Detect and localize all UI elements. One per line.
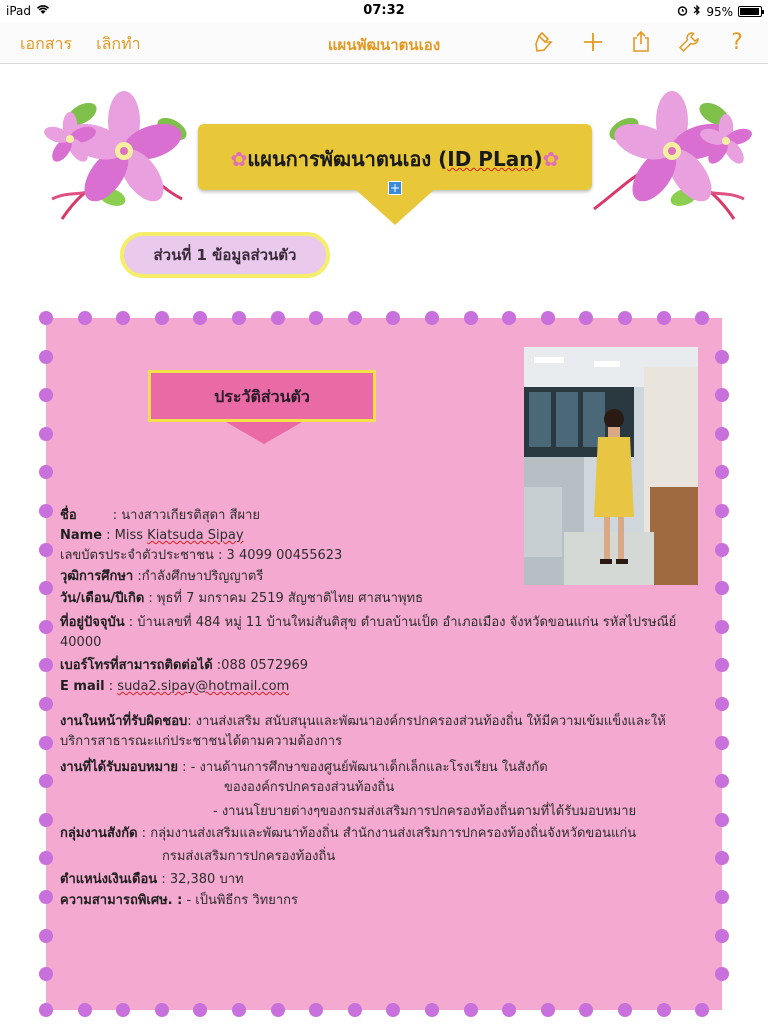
name-en-row <box>60 526 244 546</box>
share-icon[interactable] <box>628 29 654 55</box>
border-dot <box>39 890 53 904</box>
email-sep: : <box>104 679 118 694</box>
id-card-row: เลขบัตรประจำตัวประชาชน : 3 4099 00455623 <box>60 548 343 563</box>
add-icon[interactable] <box>580 29 606 55</box>
insert-plus-icon[interactable]: + <box>389 181 401 195</box>
border-dot <box>116 1003 130 1017</box>
border-dot <box>39 697 53 711</box>
border-dot <box>348 1003 362 1017</box>
salary-value: : 32,380 บาท <box>157 872 244 887</box>
border-dot <box>39 929 53 943</box>
bio-heading-pointer <box>226 422 302 444</box>
skill-value: - เป็นพิธีกร วิทยากร <box>182 893 298 908</box>
undo-button[interactable]: เลิกทำ <box>96 34 141 53</box>
email-row <box>60 677 289 697</box>
group-label: กลุ่มงานสังกัด <box>60 826 138 841</box>
border-dot <box>464 1003 478 1017</box>
format-brush-icon[interactable] <box>532 29 558 55</box>
small-flower-icon: ✿ <box>542 147 560 171</box>
border-dot <box>715 697 729 711</box>
border-dot <box>39 620 53 634</box>
document-title: แผนพัฒนาตนเอง <box>327 36 441 54</box>
phone-value: :088 0572969 <box>212 658 309 673</box>
education-row <box>60 567 263 587</box>
group-row <box>60 824 710 844</box>
border-dot <box>39 311 53 325</box>
name-en-value: Kiatsuda Sipay <box>147 528 244 543</box>
assigned-item-2: - งานนโยบายต่างๆของกรมส่งเสริมการปกครองท้องถิ่นตามที่ได้รับมอบหมาย <box>213 804 637 819</box>
name-th-value: : นางสาวเกียรติสุดา สีผาย <box>108 508 260 523</box>
border-dot <box>715 774 729 788</box>
education-value: :กำลังศึกษาปริญญาตรี <box>133 569 264 584</box>
phone-row <box>60 656 308 676</box>
border-dot <box>502 1003 516 1017</box>
border-dot <box>39 813 53 827</box>
border-dot <box>39 427 53 441</box>
wrench-icon[interactable] <box>676 29 702 55</box>
assigned-item-1-cont: ขององค์กรปกครองส่วนท้องถิ่น <box>224 780 395 795</box>
name-en-sep: : Miss <box>102 528 148 543</box>
battery-icon <box>738 6 762 17</box>
border-dot <box>425 311 439 325</box>
email-label: E mail <box>60 679 105 694</box>
toolbar-right <box>532 29 750 55</box>
border-dot <box>715 388 729 402</box>
border-dot <box>695 1003 709 1017</box>
border-dot <box>715 851 729 865</box>
border-dot <box>715 427 729 441</box>
assigned-item-1: : - งานด้านการศึกษาของศูนย์พัฒนาเด็กเล็กและโรงเรียน ในสังกัด <box>178 760 548 775</box>
border-dot <box>39 504 53 518</box>
alarm-icon <box>677 5 688 19</box>
name-th-label: ชื่อ <box>60 508 77 523</box>
salary-row <box>60 870 244 890</box>
border-dot <box>541 311 555 325</box>
skill-row <box>60 891 298 911</box>
salary-label: ตำแหน่งเงินเดือน <box>60 872 158 887</box>
banner-title-suffix: ) <box>533 147 543 171</box>
left-flower-decoration <box>42 79 202 229</box>
assigned-label: งานที่ได้รับมอบหมาย <box>60 760 179 775</box>
duty-row <box>60 712 700 752</box>
border-dot <box>715 736 729 750</box>
status-bar <box>0 0 768 22</box>
border-dot <box>39 1003 53 1017</box>
border-dot <box>715 465 729 479</box>
border-dot <box>715 967 729 981</box>
status-right <box>677 4 762 19</box>
border-dot <box>232 1003 246 1017</box>
border-dot <box>425 1003 439 1017</box>
border-dot <box>39 350 53 364</box>
address-label: ที่อยู่ปัจจุบัน <box>60 615 125 630</box>
birth-value: : พุธที่ 7 มกราคม 2519 สัญชาติไทย ศาสนาพุทธ <box>144 591 424 606</box>
address-row <box>60 613 700 653</box>
help-icon[interactable]: ? <box>731 29 743 55</box>
border-dot <box>309 1003 323 1017</box>
border-dot <box>715 581 729 595</box>
birth-row <box>60 589 423 609</box>
border-dot <box>541 1003 555 1017</box>
toolbar-left <box>20 32 141 57</box>
education-label: วุฒิการศึกษา <box>60 569 134 584</box>
border-dot <box>155 1003 169 1017</box>
border-dot <box>618 311 632 325</box>
section-heading: ส่วนที่ 1 ข้อมูลส่วนตัว <box>120 232 330 278</box>
battery-fill <box>740 8 759 15</box>
banner-title-id: ID PLan <box>447 147 534 171</box>
address-value: : บ้านเลขที่ 484 หมู่ 11 บ้านใหม่สันติสุข ตำบลบ้านเป็ด อำเภอเมือง จังหวัดขอนแก่น รหัสไปรษณีย์ 40000 <box>60 615 677 650</box>
border-dot <box>657 1003 671 1017</box>
phone-label: เบอร์โทรที่สามารถติดต่อได้ <box>60 658 213 673</box>
border-dot <box>193 1003 207 1017</box>
border-dot <box>715 504 729 518</box>
border-dot <box>464 311 478 325</box>
bio-heading: ประวัติส่วนตัว <box>214 387 310 406</box>
status-time: 07:32 <box>363 3 405 18</box>
group-value-2: กรมส่งเสริมการปกครองท้องถิ่น <box>162 849 336 864</box>
banner-title-prefix: แผนการพัฒนาตนเอง ( <box>247 147 448 171</box>
banner-title <box>198 143 592 175</box>
border-dot <box>715 620 729 634</box>
group-value-1: : กลุ่มงานส่งเสริมและพัฒนาท้องถิ่น สำนักงานส่งเสริมการปกครองท้องถิ่นจังหวัดขอนแก่น <box>137 826 637 841</box>
border-dot <box>715 350 729 364</box>
right-flower-decoration <box>584 79 754 229</box>
duty-value: : งานส่งเสริม สนับสนุนและพัฒนาองค์กรปกครองส่วนท้องถิ่น ให้มีความเข้มแข็งและให้บริการสาธารณะแก่ประชาชนได้ตามความต้องการ <box>60 714 666 749</box>
duty-label: งานในหน้าที่รับผิดชอบ <box>60 714 188 729</box>
app-toolbar <box>0 22 768 64</box>
document-canvas[interactable] <box>0 65 768 1024</box>
border-dot <box>232 311 246 325</box>
small-flower-icon: ✿ <box>230 147 248 171</box>
border-dot <box>657 311 671 325</box>
border-dot <box>579 1003 593 1017</box>
bluetooth-icon <box>693 4 701 19</box>
border-dot <box>78 1003 92 1017</box>
birth-label: วัน/เดือน/ปีเกิด <box>60 591 145 606</box>
border-dot <box>39 543 53 557</box>
border-dot <box>271 1003 285 1017</box>
name-en-label: Name <box>60 528 103 543</box>
battery-percent: 95% <box>706 4 733 19</box>
border-dot <box>618 1003 632 1017</box>
border-dot <box>386 1003 400 1017</box>
name-th-row <box>60 506 260 526</box>
border-dot <box>78 311 92 325</box>
email-value[interactable]: suda2.sipay@hotmail.com <box>117 679 290 694</box>
profile-photo[interactable] <box>524 347 698 585</box>
border-dot <box>715 890 729 904</box>
documents-button[interactable]: เอกสาร <box>20 34 73 53</box>
border-dot <box>348 311 362 325</box>
border-dot <box>271 311 285 325</box>
assigned-row <box>60 758 548 778</box>
border-dot <box>715 543 729 557</box>
skill-label: ความสามารถพิเศษ. : <box>60 893 183 908</box>
border-dot <box>715 929 729 943</box>
border-dot <box>39 736 53 750</box>
device-label: iPad <box>6 4 32 18</box>
border-dot <box>715 813 729 827</box>
border-dot <box>155 311 169 325</box>
border-dot <box>715 658 729 672</box>
